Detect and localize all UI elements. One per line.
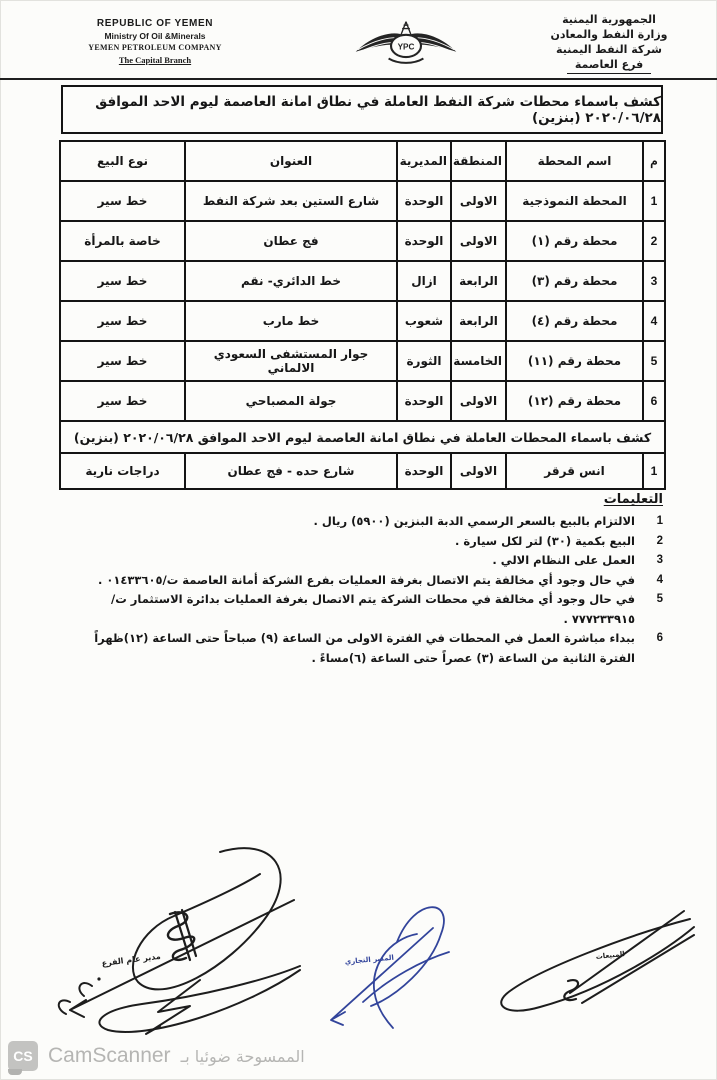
cell-district: الوحدة (397, 181, 451, 221)
section2-title: كشف باسماء المحطات العاملة في نطاق امانة العاصمة ليوم الاحد الموافق ٢٠٢٠/٠٦/٢٨ (بنزين) (60, 421, 665, 453)
col-header-sale-type: نوع البيع (60, 141, 185, 181)
instruction-number: 1 (656, 515, 663, 527)
instruction-number: 5 (656, 593, 663, 605)
instruction-item (49, 551, 663, 571)
cell-address: شارع الستين بعد شركة النفط (185, 181, 397, 221)
cell-station-name: محطة رقم (١) (506, 221, 643, 261)
header-company-en: YEMEN PETROLEUM COMPANY (88, 43, 222, 52)
document-title: كشف باسماء محطات شركة النفط العاملة في نطاق امانة العاصمة ليوم الاحد الموافق ٢٠٢٠/٠٦/٢٨ (بنزين) (61, 85, 663, 134)
instructions-section (49, 492, 663, 668)
cell-station-name: محطة رقم (٣) (506, 261, 643, 301)
table-row (60, 261, 665, 301)
instruction-text: البيع بكمية (٣٠) لتر لكل سيارة . (454, 533, 635, 548)
cell-zone: الاولى (451, 381, 506, 421)
section2-title-row (60, 421, 665, 453)
cell-sale-type: خط سير (60, 341, 185, 381)
col-header-station-name: اسم المحطة (506, 141, 643, 181)
table-row (60, 301, 665, 341)
ypc-logo-icon (348, 16, 464, 72)
cell-station-name: المحطة النموذجية (506, 181, 643, 221)
instruction-item (49, 571, 663, 591)
cell-zone: الخامسة (451, 341, 506, 381)
col-header-zone: المنطقة (451, 141, 506, 181)
header-branch-ar: فرع العاصمة (567, 57, 651, 74)
instruction-text-line2: الفترة الثانية من الساعة (٣) عصراً حتى الساعة (٦)مساءً . (311, 650, 635, 665)
signature-right-label: المبيعات (595, 949, 626, 961)
cell-number: 1 (643, 181, 665, 221)
header-arabic-block (529, 12, 689, 74)
cell-zone: الاولى (451, 221, 506, 261)
instruction-number: 3 (656, 554, 663, 566)
cell-sale-type: خط سير (60, 181, 185, 221)
cell-address: خط الدائري- نقم (185, 261, 397, 301)
instruction-item (49, 590, 663, 629)
cell-number: 3 (643, 261, 665, 301)
cell-address: خط مارب (185, 301, 397, 341)
cell-number: 4 (643, 301, 665, 341)
table-row (60, 381, 665, 421)
cell-zone: الاولى (451, 453, 506, 489)
ypc-logo-text: YPC (397, 42, 415, 52)
cell-station-name: انس قرقر (506, 453, 643, 489)
cell-address: فج عطان (185, 221, 397, 261)
instruction-item (49, 512, 663, 532)
instruction-number: 4 (656, 573, 663, 586)
cell-station-name: محطة رقم (١٢) (506, 381, 643, 421)
header-ministry-en: Ministry Of Oil &Minerals (104, 31, 206, 41)
cell-sale-type: خط سير (60, 301, 185, 341)
instruction-text: العمل على النظام الالي . (492, 553, 635, 567)
instruction-number: 2 (656, 534, 663, 547)
cell-district: شعوب (397, 301, 451, 341)
cell-district: الوحدة (397, 221, 451, 261)
table-header-row (60, 141, 665, 181)
cell-number: 6 (643, 381, 665, 421)
cell-number: 5 (643, 341, 665, 381)
instruction-text: في حال وجود أي مخالفة يتم الاتصال بغرفة العمليات بفرع الشركة أمانة العاصمة ت/٠١٤٣٣٦٠٥ . (97, 572, 635, 587)
header-company-ar: شركة النفط اليمنية (556, 43, 662, 56)
signature-left-label: مدير عام الفرع (101, 951, 162, 968)
header-divider (0, 78, 717, 80)
col-header-district: المديرية (397, 141, 451, 181)
instruction-text-line1: ببداء مباشرة العمل في المحطات في الفترة الاولى من الساعة (٩) صباحاً حتى الساعة (١٢)ظهراً (94, 631, 635, 645)
signature-commercial-manager (305, 884, 473, 1036)
instructions-heading: التعليمات (603, 492, 663, 507)
header-english-block (60, 18, 250, 65)
cell-zone: الرابعة (451, 261, 506, 301)
header-country-en: REPUBLIC OF YEMEN (96, 18, 214, 29)
instruction-text (49, 629, 635, 668)
instruction-text: الالتزام بالبيع بالسعر الرسمي الدبة البنزين (٥٩٠٠) ريال . (313, 514, 635, 528)
cell-district: الوحدة (397, 453, 451, 489)
col-header-number: م (643, 141, 665, 181)
table-row (60, 341, 665, 381)
header-branch-en: The Capital Branch (118, 55, 192, 65)
table-row (60, 181, 665, 221)
table-row (60, 453, 665, 489)
cell-station-name: محطة رقم (١١) (506, 341, 643, 381)
cell-address: جوار المستشفى السعودي الالماني (185, 341, 397, 381)
col-header-address: العنوان (185, 141, 397, 181)
instruction-number: 6 (656, 632, 663, 644)
cell-number: 1 (643, 453, 665, 489)
cell-zone: الرابعة (451, 301, 506, 341)
cell-district: الثورة (397, 341, 451, 381)
instruction-item (49, 532, 663, 552)
signature-sales (478, 905, 706, 1023)
cell-sale-type: خط سير (60, 381, 185, 421)
cell-station-name: محطة رقم (٤) (506, 301, 643, 341)
instruction-text: في حال وجود أي مخالفة في محطات الشركة يتم الاتصال بغرفة العمليات بدائرة الاستثمار ت/٧٧٧٢٣٣٩١٥ . (111, 592, 635, 626)
cell-zone: الاولى (451, 181, 506, 221)
table-row (60, 221, 665, 261)
cell-number: 2 (643, 221, 665, 261)
signature-center-label: المدير التجاري (344, 953, 395, 966)
header-country-ar: الجمهورية اليمنية (562, 13, 656, 26)
cell-sale-type: خاصة بالمرأة (60, 221, 185, 261)
header-ministry-ar: وزارة النفط والمعادن (550, 28, 668, 41)
signature-branch-manager (42, 842, 314, 1040)
camscanner-brand: CamScanner (48, 1044, 171, 1067)
camscanner-arabic-text: الممسوحة ضوئيا بـ (180, 1046, 305, 1066)
cell-address: جولة المصباحي (185, 381, 397, 421)
instruction-item (49, 629, 663, 668)
camscanner-watermark (8, 1038, 305, 1074)
camscanner-icon: CS (8, 1041, 38, 1071)
cell-district: ازال (397, 261, 451, 301)
cell-sale-type: خط سير (60, 261, 185, 301)
cell-address: شارع حده - فج عطان (185, 453, 397, 489)
cell-district: الوحدة (397, 381, 451, 421)
stations-table (59, 140, 666, 490)
cell-sale-type: دراجات نارية (60, 453, 185, 489)
